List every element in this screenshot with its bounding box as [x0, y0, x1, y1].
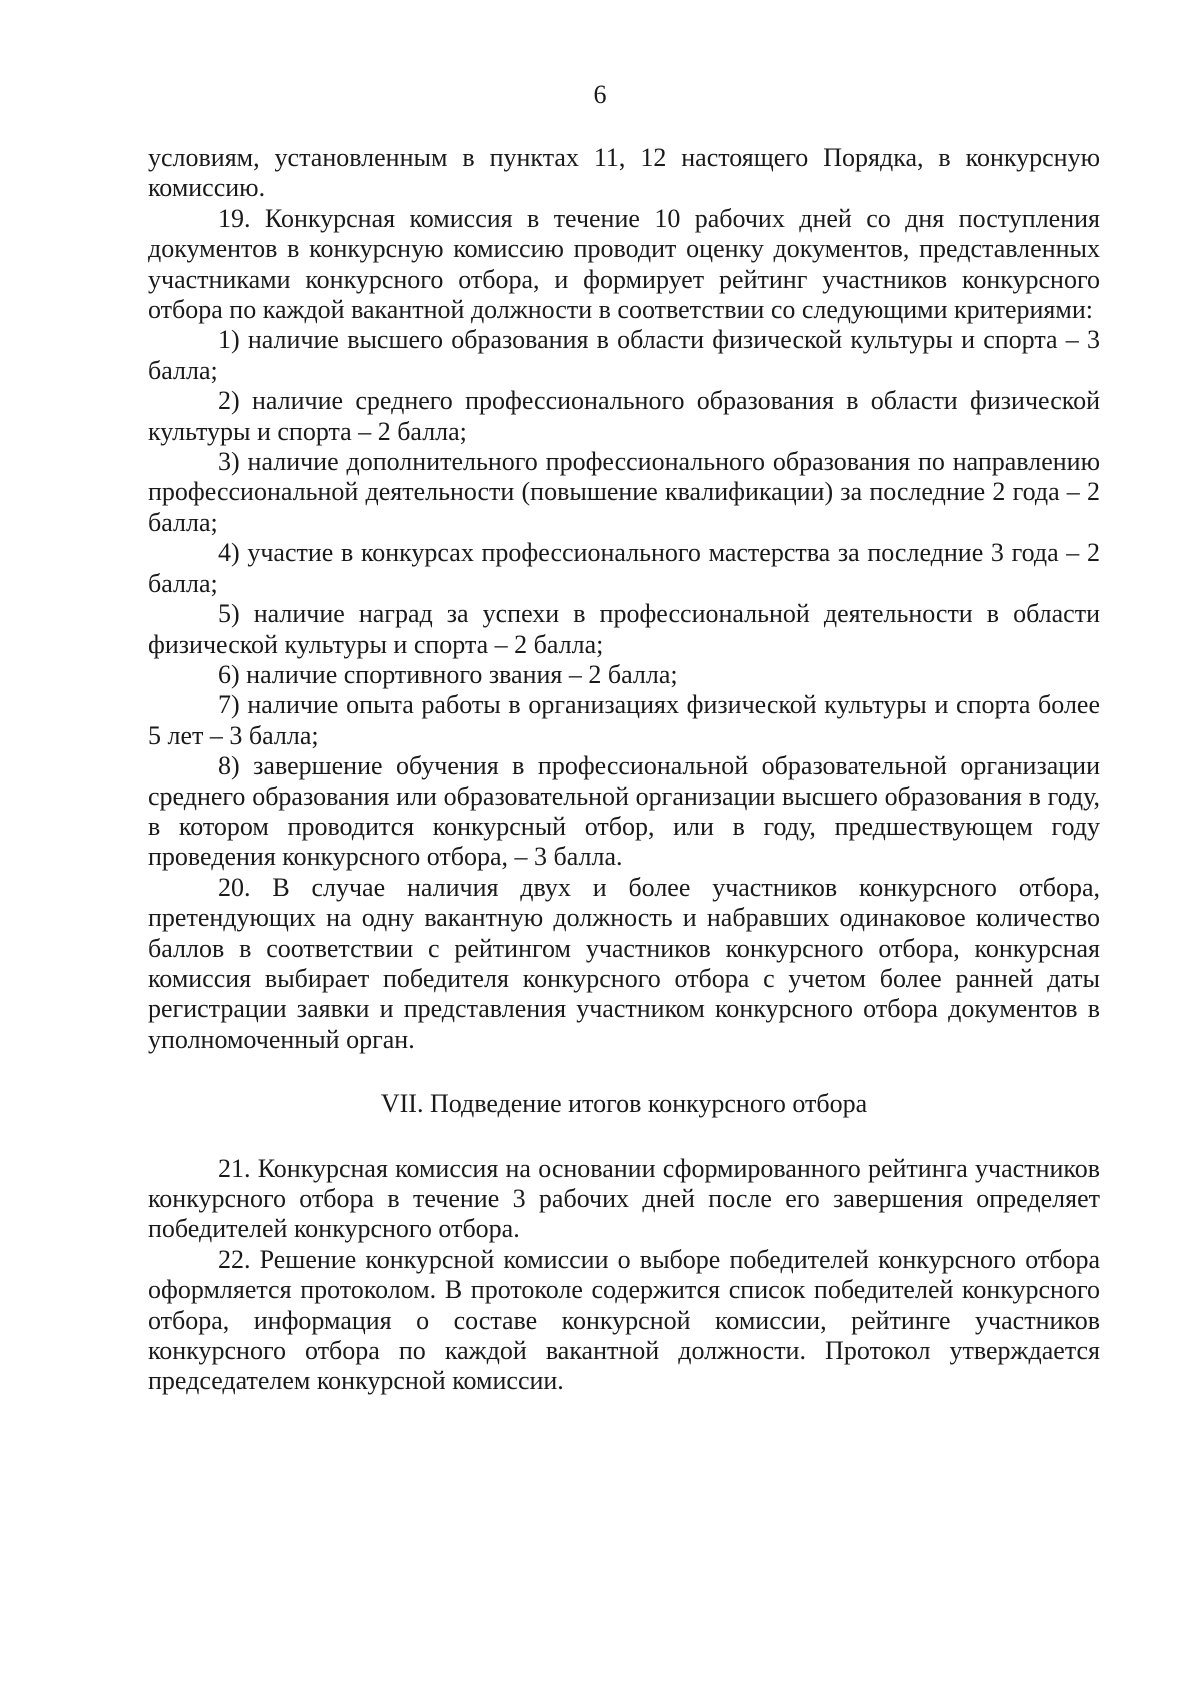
spacer	[148, 1120, 1100, 1154]
paragraph-20: 20. В случае наличия двух и более участников конкурсного отбора, претендующих на одну вакантную должность и набравших одинаковое количество баллов в соответствии с рейтингом участников конкурсного отбора, конкурсная комиссия выбирает победителя конкурсного отбора с учетом более ранней даты регистрации заявки и представления участником конкурсного отбора документов в уполномоченный орган.	[148, 872, 1100, 1054]
criterion-5: 5) наличие наград за успехи в профессиональной деятельности в области физической культуры и спорта – 2 балла;	[148, 599, 1100, 659]
page-number: 6	[593, 80, 607, 109]
document-body	[148, 143, 1100, 1397]
criterion-1: 1) наличие высшего образования в области физической культуры и спорта – 3 балла;	[148, 325, 1100, 385]
criterion-6: 6) наличие спортивного звания – 2 балла;	[218, 659, 678, 689]
section-heading: VII. Подведение итогов конкурсного отбора	[380, 1089, 868, 1119]
criterion-3: 3) наличие дополнительного профессионального образования по направлению профессиональной деятельности (повышение квалификации) за последние 2 года – 2 балла;	[148, 447, 1100, 537]
paragraph-22: 22. Решение конкурсной комиссии о выборе победителей конкурсного отбора оформляется протоколом. В протоколе содержится список победителей конкурсного отбора, информация о составе конкурсной комиссии, рейтинге участников конкурсного отбора по каждой вакантной должности. Протокол утверждается председателем конкурсной комиссии.	[148, 1244, 1100, 1396]
spacer	[148, 1055, 1100, 1089]
criterion-7: 7) наличие опыта работы в организациях физической культуры и спорта более 5 лет – 3 балла;	[148, 690, 1100, 750]
criterion-2: 2) наличие среднего профессионального образования в области физической культуры и спорта – 2 балла;	[148, 386, 1100, 446]
paragraph-continuation: условиям, установленным в пунктах 11, 12 настоящего Порядка, в конкурсную комиссию.	[148, 143, 1100, 203]
criterion-8: 8) завершение обучения в профессиональной образовательной организации среднего образования или образовательной организации высшего образования в году, в котором проводится конкурсный отбор, или в году, предшествующем году проведения конкурсного отбора, – 3 балла.	[148, 751, 1100, 872]
paragraph-19: 19. Конкурсная комиссия в течение 10 рабочих дней со дня поступления документов в конкурсную комиссию проводит оценку документов, представленных участниками конкурсного отбора, и формирует рейтинг участников конкурсного отбора по каждой вакантной должности в соответствии со следующими критериями:	[148, 203, 1100, 325]
paragraph-21: 21. Конкурсная комиссия на основании сформированного рейтинга участников конкурсного отбора в течение 3 рабочих дней после его завершения определяет победителей конкурсного отбора.	[148, 1153, 1100, 1244]
criterion-4: 4) участие в конкурсах профессионального мастерства за последние 3 года – 2 балла;	[148, 538, 1100, 598]
